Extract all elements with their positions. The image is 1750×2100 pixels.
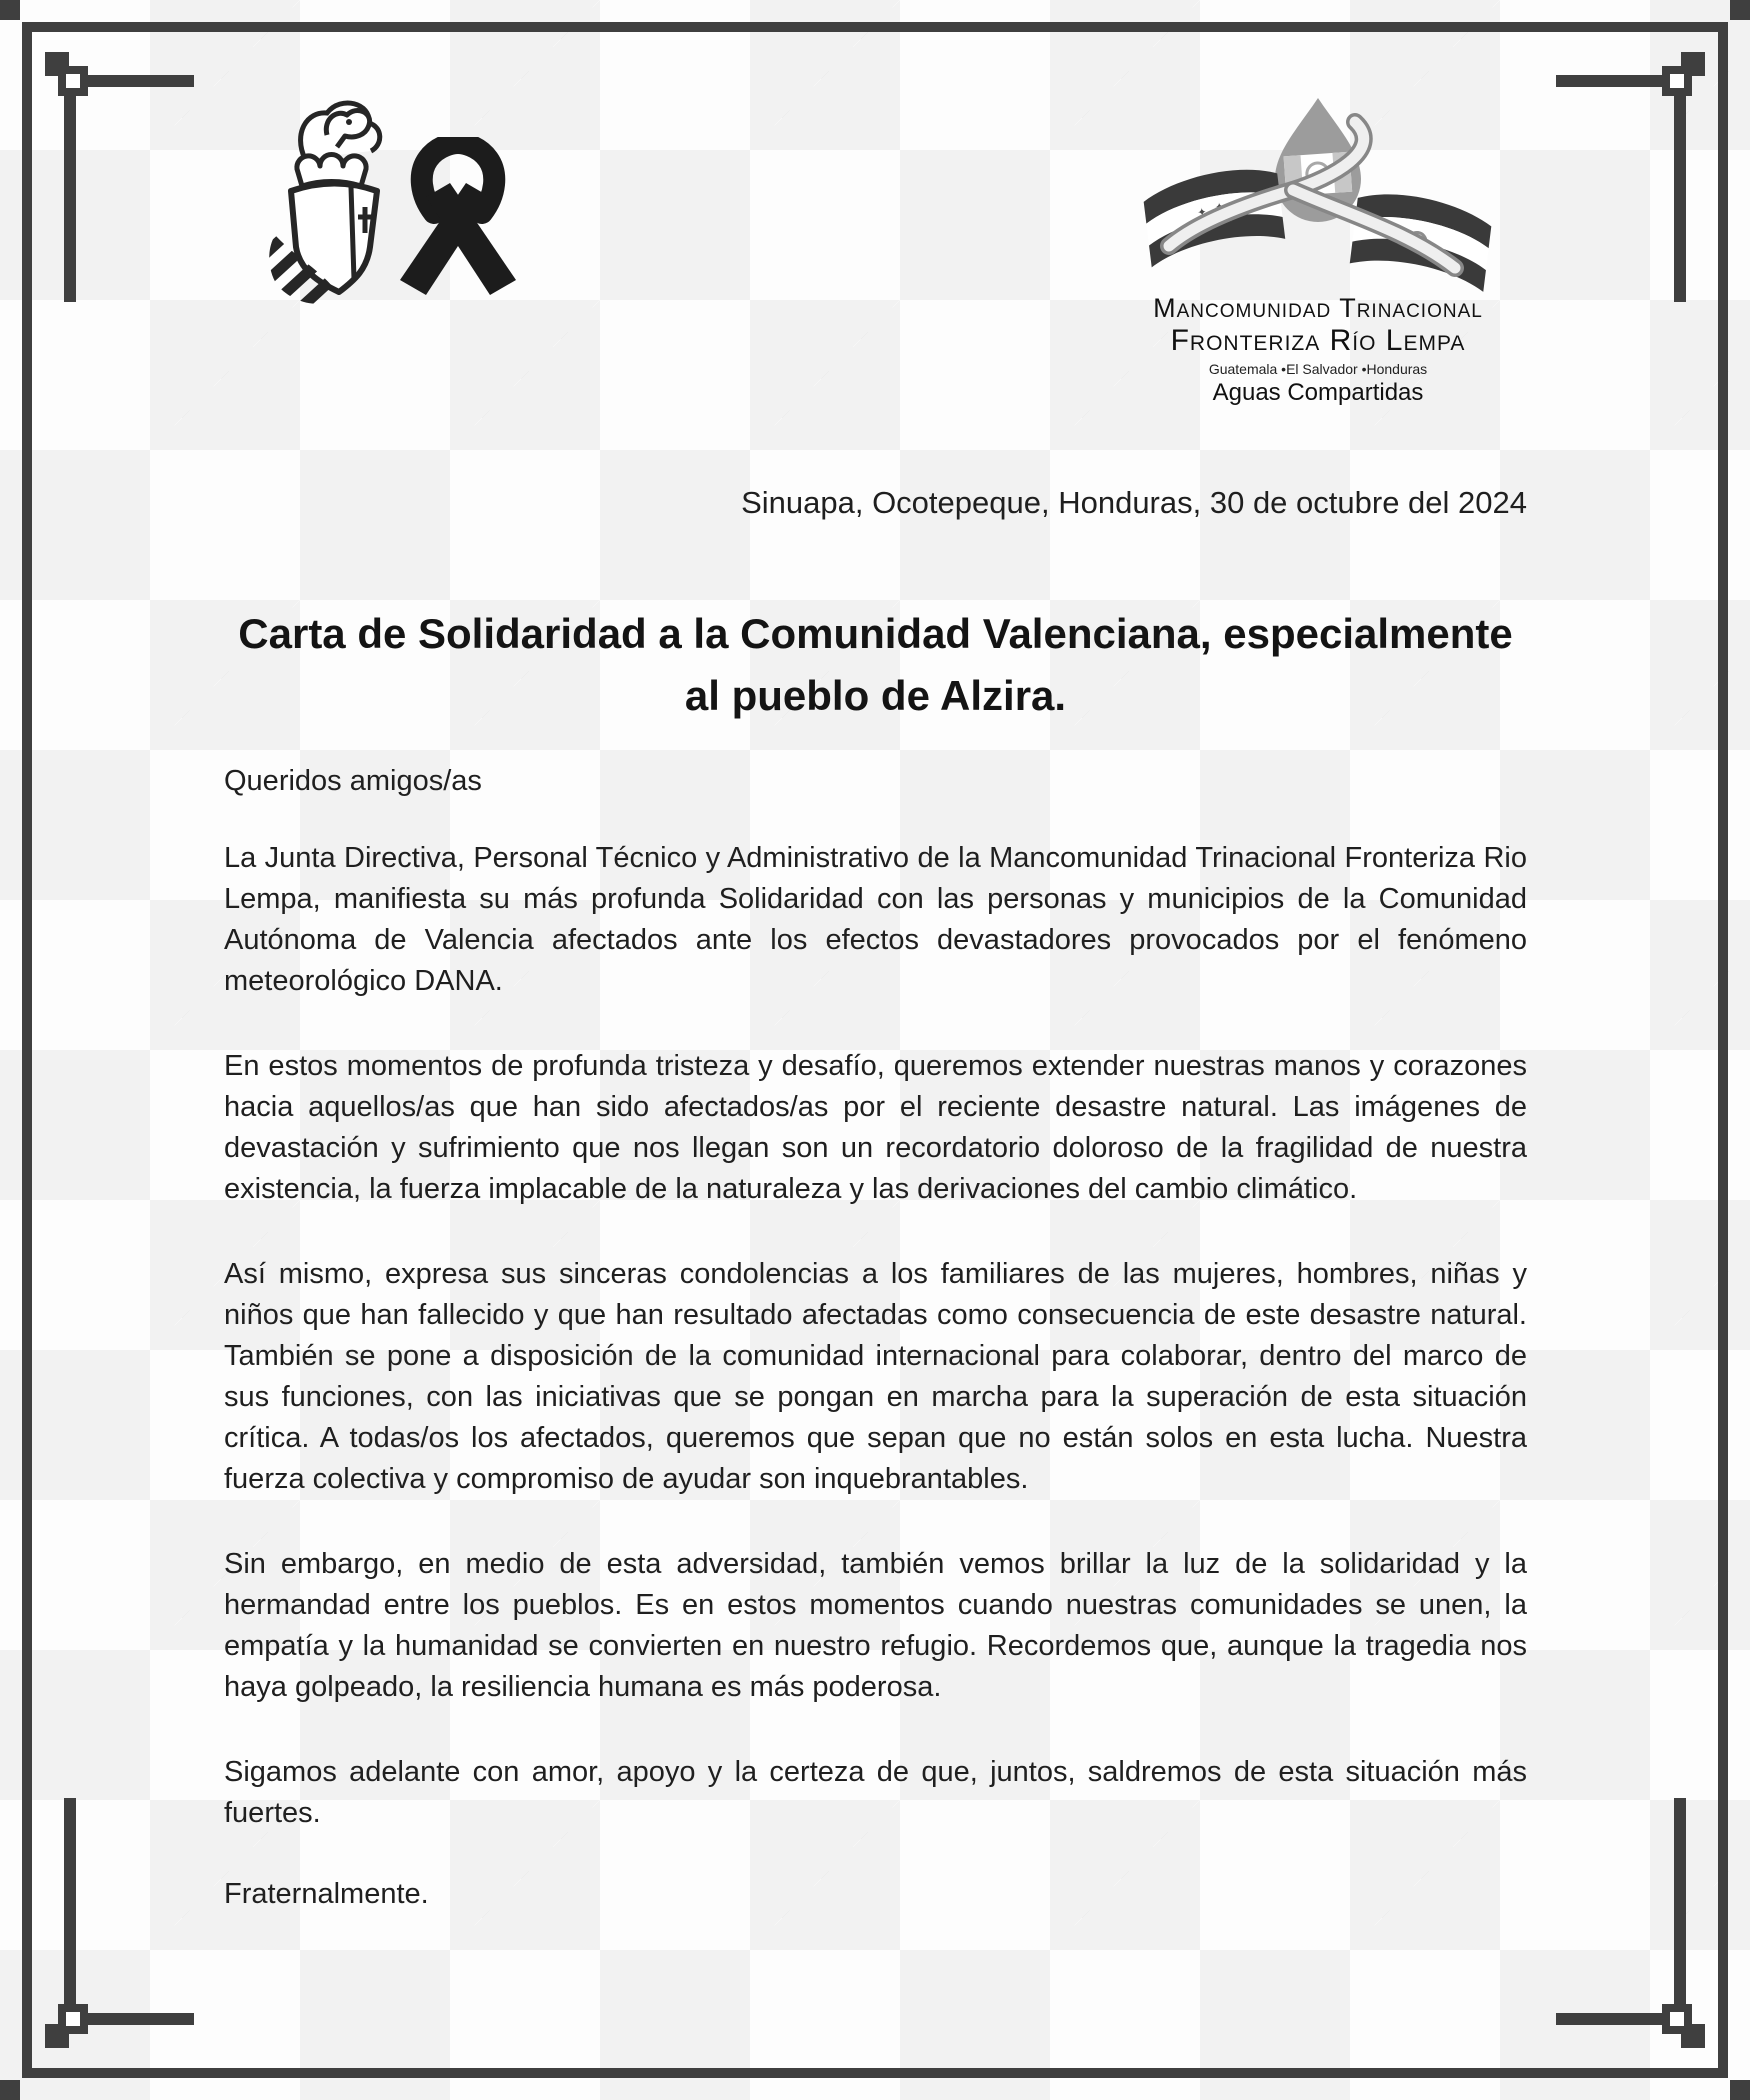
letter-title [224,603,1527,727]
letter-paragraph: Sin embargo, en medio de esta adversidad, también vemos brillar la luz de la solidaridad y la hermandad entre los pueblos. Es en estos momentos cuando nuestras comunidades se unen, la empatía y la humanidad se convierten en nuestro refugio. Recordemos que, aunque la tragedia nos haya golpeado, la resiliencia humana es más poderosa. [224,1548,1527,1703]
letterhead-left [245,95,524,342]
org-name-line1: Mancomunidad Trinacional [1153,293,1483,323]
letter-paragraph: Así mismo, expresa sus sinceras condolencias a los familiares de las mujeres, hombres, niñas y niños que han fallecido y que han resultado afectadas como consecuencia de este desastre natural. También se pone a disposición de la comunidad internacional para colaborar, dentro del marco de sus funciones, con las iniciativas que se pongan en marcha para la superación de esta situación crítica. A todas/os los afectados, queremos que sepan que no están solos en esta lucha. Nuestra fuerza colectiva y compromiso de ayudar son inquebrantables. [224,1258,1527,1495]
letter-paragraph: En estos momentos de profunda tristeza y desafío, queremos extender nuestras manos y corazones hacia aquellos/as que han sido afectados/as por el reciente desastre natural. Las imágenes de devastación y sufrimiento que nos llegan son un recordatorio doloroso de la fragilidad de nuestra existencia, la fuerza implacable de la naturaleza y las derivaciones del cambio climático. [224,1050,1527,1205]
paragraphs [224,838,1527,1834]
svg-text:✦: ✦ [1207,214,1219,229]
svg-text:✦: ✦ [1196,206,1208,220]
svg-text:✦: ✦ [1232,202,1244,216]
letter-body [224,485,1527,1911]
org-motto: Aguas Compartidas [1212,379,1424,406]
mourning-ribbon-icon [392,137,524,342]
letter-title-line1: Carta de Solidaridad a la Comunidad Valenciana, especialmente [238,610,1513,657]
trinational-rio-lempa-logo-icon [1118,92,1518,292]
corner-square-top-left [0,0,20,20]
letter-paragraph: La Junta Directiva, Personal Técnico y Administrativo de la Mancomunidad Trinacional Fronteriza Rio Lempa, manifiesta su más profunda Solidaridad con las personas y municipios de la Comunidad Autónoma de Valencia afectados ante los efectos devastadores provocados por el fenómeno meteorológico DANA. [224,842,1527,997]
svg-text:✦: ✦ [1214,201,1225,215]
corner-square-bottom-right [1730,2080,1750,2100]
letter-paragraph: Sigamos adelante con amor, apoyo y la certeza de que, juntos, saldremos de esta situación más fuertes. [224,1756,1527,1829]
letterhead-right [1118,92,1518,407]
svg-text:✦: ✦ [1225,212,1237,226]
salutation: Queridos amigos/as [224,765,482,797]
letter-title-line2: al pueblo de Alzira. [684,672,1067,719]
dateline: Sinuapa, Ocotepeque, Honduras, 30 de octubre del 2024 [741,485,1527,520]
corner-square-top-right [1730,0,1750,20]
closing: Fraternalmente. [224,1878,429,1910]
org-name-line2: Fronteriza Río Lempa [1170,324,1466,357]
corner-square-bottom-left [0,2080,20,2100]
org-countries: Guatemala •El Salvador •Honduras [1208,361,1428,377]
